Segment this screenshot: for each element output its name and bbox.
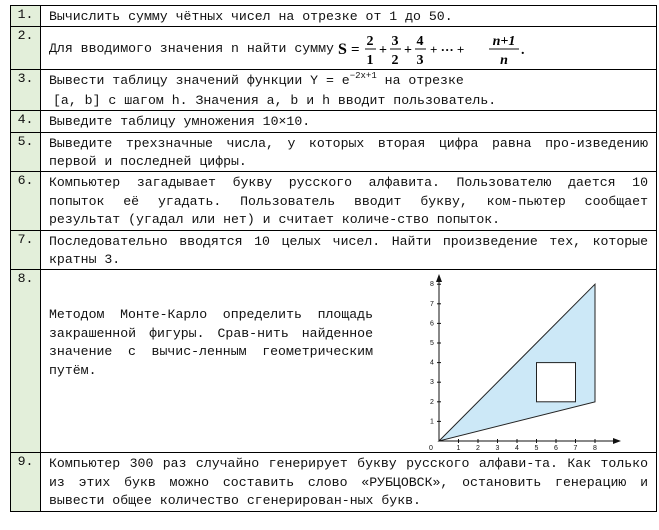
task-text — [41, 70, 657, 111]
x-tick-label: 7 — [573, 445, 578, 453]
y-tick-label: 6 — [430, 320, 434, 328]
y-tick-label: 8 — [430, 281, 434, 289]
frac-2-den: 2 — [391, 53, 399, 69]
x-tick-label: 4 — [515, 445, 519, 453]
task-text — [41, 27, 657, 70]
task-number: 4. — [11, 111, 41, 132]
frac-3-den: 3 — [416, 53, 424, 69]
task-text: Компьютер загадывает букву русского алфавита. Пользователю дается 10 попыток её угадать. Пользователь вводит букву, ком-пьютер сообщает результат (угадал или нет) и считает количе-ство попыток. — [41, 172, 657, 230]
task-3-line1: Вывести таблицу значений функции Y = e — [49, 73, 350, 89]
formula-period: . — [520, 43, 525, 59]
task-text: Компьютер 300 раз случайно генерирует букву русского алфави-та. Как только из этих букв можно составить слово «РУБЦОВСК», остановить генерацию и вывести общее количество сгенерирован-ных букв. — [41, 453, 657, 511]
formula-eq: = — [350, 42, 360, 59]
task-row-1 — [11, 6, 657, 27]
x-tick-label: 8 — [593, 445, 597, 453]
frac-last-num: n+1 — [492, 34, 516, 50]
frac-1-den: 1 — [366, 53, 374, 69]
task-row-3 — [11, 70, 657, 111]
task-number: 3. — [11, 70, 41, 111]
y-tick-label: 3 — [430, 379, 434, 387]
task-3-exponent: −2x+1 — [349, 71, 377, 82]
x-axis-arrow — [613, 438, 621, 444]
plus-sign: + — [378, 43, 387, 59]
x-tick-label: 5 — [534, 445, 539, 453]
formula-ellipsis: + ··· + — [429, 42, 465, 58]
x-tick-label: 0 — [429, 445, 433, 453]
task-8-text: Методом Монте-Карло определить площадь закрашенной фигуры. Срав-нить найденное значение с вычис-ленным геометрическим путём. — [49, 307, 373, 378]
x-tick-label: 6 — [554, 445, 558, 453]
y-tick-label: 5 — [430, 340, 434, 348]
tasks-table — [10, 5, 657, 512]
x-tick-label: 1 — [456, 445, 461, 453]
x-tick-label: 3 — [495, 445, 500, 453]
task-row-7 — [11, 230, 657, 270]
formula-s: S — [337, 41, 347, 59]
task-text — [41, 270, 657, 453]
y-axis-arrow — [436, 274, 442, 282]
task-3-line2: [a, b] с шагом h. Значения a, b и h вводит пользователь. — [53, 92, 497, 108]
frac-3-num: 4 — [416, 34, 424, 50]
task-text: Выведите трехзначные числа, у которых вторая цифра равна про-изведению первой и последней цифры. — [41, 132, 657, 172]
task-number: 6. — [11, 172, 41, 230]
y-tick-label: 1 — [430, 418, 434, 426]
task-text: Последовательно вводятся 10 целых чисел. Найти произведение тех, которые кратны 3. — [41, 230, 657, 270]
task-number: 1. — [11, 6, 41, 27]
task-number: 7. — [11, 230, 41, 270]
task-row-5 — [11, 132, 657, 172]
y-tick-label: 4 — [430, 360, 434, 368]
task-row-2 — [11, 27, 657, 70]
task-text: Выведите таблицу умножения 10×10. — [41, 111, 657, 132]
task-number: 5. — [11, 132, 41, 172]
task-row-9 — [11, 453, 657, 511]
y-tick-label: 2 — [430, 399, 434, 407]
task-text: Вычислить сумму чётных чисел на отрезке от 1 до 50. — [41, 6, 657, 27]
x-tick-label: 2 — [476, 445, 480, 453]
task-row-6 — [11, 172, 657, 230]
white-square — [537, 363, 576, 402]
task-number: 8. — [11, 270, 41, 453]
frac-last-den: n — [500, 53, 508, 69]
task-row-8 — [11, 270, 657, 453]
task-row-4 — [11, 111, 657, 132]
frac-2-num: 3 — [391, 34, 399, 50]
task-number: 2. — [11, 27, 41, 70]
frac-1-num: 2 — [366, 34, 374, 50]
task-number: 9. — [11, 453, 41, 511]
task-3-line1-tail: на отрезке — [376, 73, 464, 89]
monte-carlo-figure — [423, 272, 623, 454]
sum-formula — [338, 29, 538, 69]
y-tick-label: 7 — [430, 301, 434, 309]
task-2-prefix: Для вводимого значения n найти сумму — [49, 41, 334, 57]
plus-sign: + — [403, 43, 412, 59]
